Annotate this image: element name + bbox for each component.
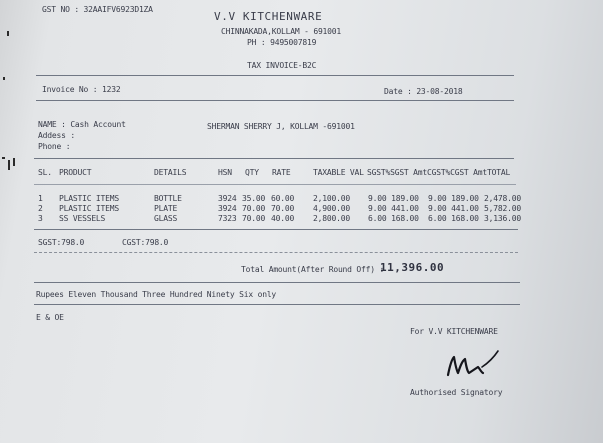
customer-address: Addess :: [38, 131, 75, 140]
divider: [34, 184, 516, 185]
cell-rate: 60.00: [271, 194, 295, 203]
column-header: CGST%CGST Amt: [427, 168, 488, 177]
cell-sgst: 6.00 168.00: [368, 214, 419, 223]
total-label: Total Amount(After Round Off) :: [241, 265, 385, 274]
column-header: RATE: [272, 168, 291, 177]
punch-mark: [8, 160, 10, 170]
cell-qty: 70.00: [242, 204, 266, 213]
company-name: V.V KITCHENWARE: [214, 10, 323, 23]
punch-mark: [7, 31, 9, 36]
cell-sl: 1: [38, 194, 43, 203]
cell-sl: 2: [38, 204, 43, 213]
column-header: TOTAL: [487, 168, 511, 177]
punch-mark: [13, 158, 15, 166]
column-header: SL.: [38, 168, 52, 177]
cell-hsn: 7323: [218, 214, 237, 223]
sgst-summary: SGST:798.0: [38, 238, 85, 247]
company-phone: PH : 9495007819: [247, 38, 317, 47]
column-header: TAXABLE VAL: [313, 168, 364, 177]
document-type: TAX INVOICE-B2C: [247, 61, 317, 70]
customer-phone: Phone :: [38, 142, 71, 151]
cell-taxable: 2,100.00: [313, 194, 350, 203]
divider: [34, 158, 514, 159]
cell-hsn: 3924: [218, 204, 237, 213]
cgst-summary: CGST:798.0: [122, 238, 169, 247]
divider: [34, 229, 518, 230]
cell-taxable: 2,800.00: [313, 214, 350, 223]
column-header: DETAILS: [154, 168, 187, 177]
cell-rate: 40.00: [271, 214, 295, 223]
customer-name: NAME : Cash Account: [38, 120, 126, 129]
divider: [34, 282, 520, 283]
invoice-number: Invoice No : 1232: [42, 85, 121, 94]
column-header: PRODUCT: [59, 168, 92, 177]
cell-qty: 35.00: [242, 194, 266, 203]
cell-total: 2,478.00: [484, 194, 521, 203]
cell-sl: 3: [38, 214, 43, 223]
divider: [34, 304, 520, 305]
cell-product: PLASTIC ITEMS: [59, 204, 120, 213]
cell-details: BOTTLE: [154, 194, 182, 203]
column-header: SGST%SGST Amt: [367, 168, 428, 177]
cell-sgst: 9.00 189.00: [368, 194, 419, 203]
customer-note: SHERMAN SHERRY J, KOLLAM -691001: [207, 122, 355, 131]
eoe-note: E & OE: [36, 313, 64, 322]
cell-taxable: 4,900.00: [313, 204, 350, 213]
company-address: CHINNAKADA,KOLLAM - 691001: [221, 27, 342, 36]
authorised-signatory: Authorised Signatory: [410, 388, 503, 397]
cell-cgst: 9.00 189.00: [428, 194, 479, 203]
punch-mark: [2, 157, 5, 159]
punch-mark: [3, 77, 5, 80]
cell-sgst: 9.00 441.00: [368, 204, 419, 213]
total-amount: 11,396.00: [380, 261, 445, 274]
cell-cgst: 6.00 168.00: [428, 214, 479, 223]
gst-number: GST NO : 32AAIFV6923D1ZA: [42, 5, 153, 14]
for-company: For V.V KITCHENWARE: [410, 327, 498, 336]
divider: [36, 100, 514, 101]
invoice-date: Date : 23-08-2018: [384, 87, 463, 96]
signature-image: [442, 345, 502, 385]
cell-total: 5,782.00: [484, 204, 521, 213]
column-header: HSN: [218, 168, 232, 177]
cell-rate: 70.00: [271, 204, 295, 213]
cell-details: GLASS: [154, 214, 178, 223]
cell-cgst: 9.00 441.00: [428, 204, 479, 213]
cell-details: PLATE: [154, 204, 178, 213]
cell-product: SS VESSELS: [59, 214, 106, 223]
divider: [36, 75, 514, 76]
column-header: QTY: [245, 168, 259, 177]
cell-hsn: 3924: [218, 194, 237, 203]
cell-total: 3,136.00: [484, 214, 521, 223]
cell-qty: 70.00: [242, 214, 266, 223]
cell-product: PLASTIC ITEMS: [59, 194, 120, 203]
divider: [34, 252, 518, 253]
amount-in-words: Rupees Eleven Thousand Three Hundred Ninety Six only: [36, 290, 277, 299]
